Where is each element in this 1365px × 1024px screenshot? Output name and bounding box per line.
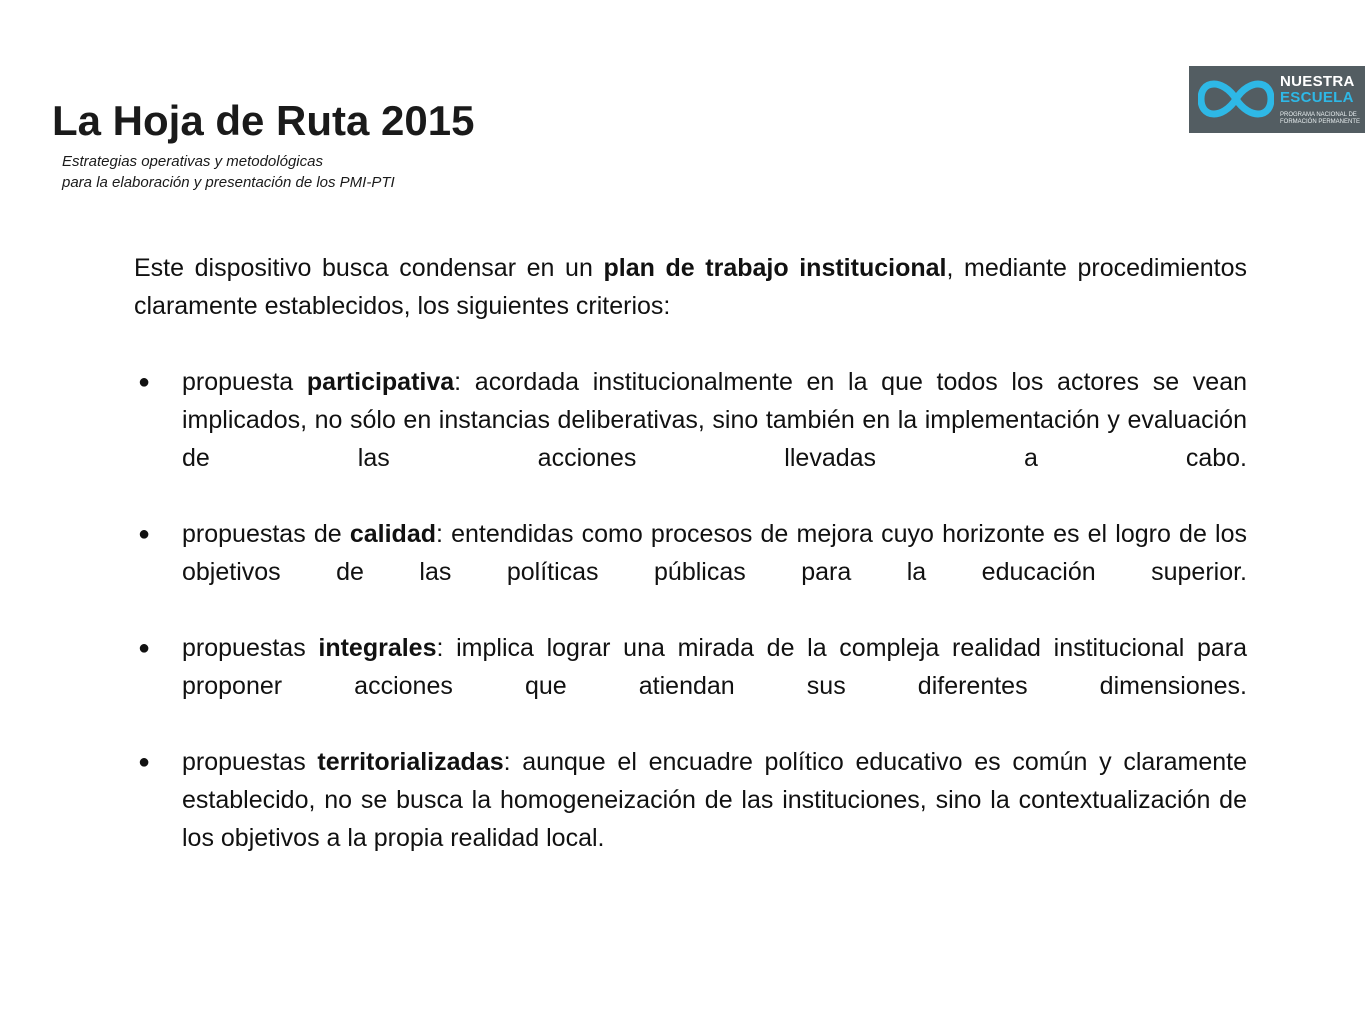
logo-subtext-line-1: PROGRAMA NACIONAL DE — [1280, 112, 1357, 118]
slide-title: La Hoja de Ruta 2015 — [52, 97, 475, 144]
criteria-keyword: integrales — [318, 634, 437, 662]
logo-text-escuela: ESCUELA — [1280, 89, 1354, 106]
intro-text-start: Este dispositivo busca condensar en un — [134, 254, 604, 282]
bullet-icon: ● — [138, 637, 151, 659]
criteria-list — [134, 363, 1247, 857]
bullet-icon: ● — [138, 523, 151, 545]
criteria-text-end: : implica lograr una mirada de la compleja realidad institucional para proponer acciones que atiendan sus diferentes dimensiones. — [182, 634, 1247, 700]
criteria-item-participativa — [134, 363, 1247, 477]
intro-paragraph — [134, 249, 1247, 325]
logo-text-nuestra: NUESTRA — [1280, 73, 1355, 90]
criteria-text-start: propuesta — [182, 368, 307, 396]
criteria-item-territorializadas — [134, 743, 1247, 857]
bullet-icon: ● — [138, 751, 151, 773]
criteria-text-end: : acordada institucionalmente en la que todos los actores se vean implicados, no sólo en instancias deliberativas, sino también en la implementación y evaluación de las acciones llevadas a cabo. — [182, 368, 1248, 472]
intro-text-end: , mediante procedimientos claramente establecidos, los siguientes criterios: — [134, 254, 1248, 320]
criteria-text-end: : aunque el encuadre político educativo es común y claramente establecido, no se busca la homogeneización de las instituciones, sino la contextualización de los objetivos a la propia realidad local. — [182, 748, 1247, 852]
criteria-item-integrales — [134, 629, 1247, 705]
criteria-text-start: propuestas — [182, 634, 319, 662]
criteria-keyword: participativa — [306, 368, 455, 396]
criteria-text-end: : entendidas como procesos de mejora cuyo horizonte es el logro de los objetivos de las políticas públicas para la educación superior. — [182, 520, 1247, 586]
intro-emphasis: plan de trabajo institucional — [603, 254, 947, 282]
infinity-icon — [1198, 75, 1274, 123]
criteria-keyword: territorializadas — [317, 748, 504, 776]
criteria-item-calidad — [134, 515, 1247, 591]
bullet-icon: ● — [138, 371, 151, 393]
logo-subtext-line-2: FORMACIÓN PERMANENTE — [1280, 119, 1361, 125]
subtitle-line-2: para la elaboración y presentación de los PMI-PTI — [62, 174, 395, 191]
nuestra-escuela-logo — [1189, 66, 1365, 133]
criteria-text-start: propuestas — [182, 748, 318, 776]
slide-subtitle — [62, 151, 395, 193]
criteria-text-start: propuestas de — [182, 520, 350, 548]
criteria-keyword: calidad — [349, 520, 436, 548]
slide-content — [134, 249, 1247, 857]
subtitle-line-1: Estrategias operativas y metodológicas — [62, 153, 323, 170]
